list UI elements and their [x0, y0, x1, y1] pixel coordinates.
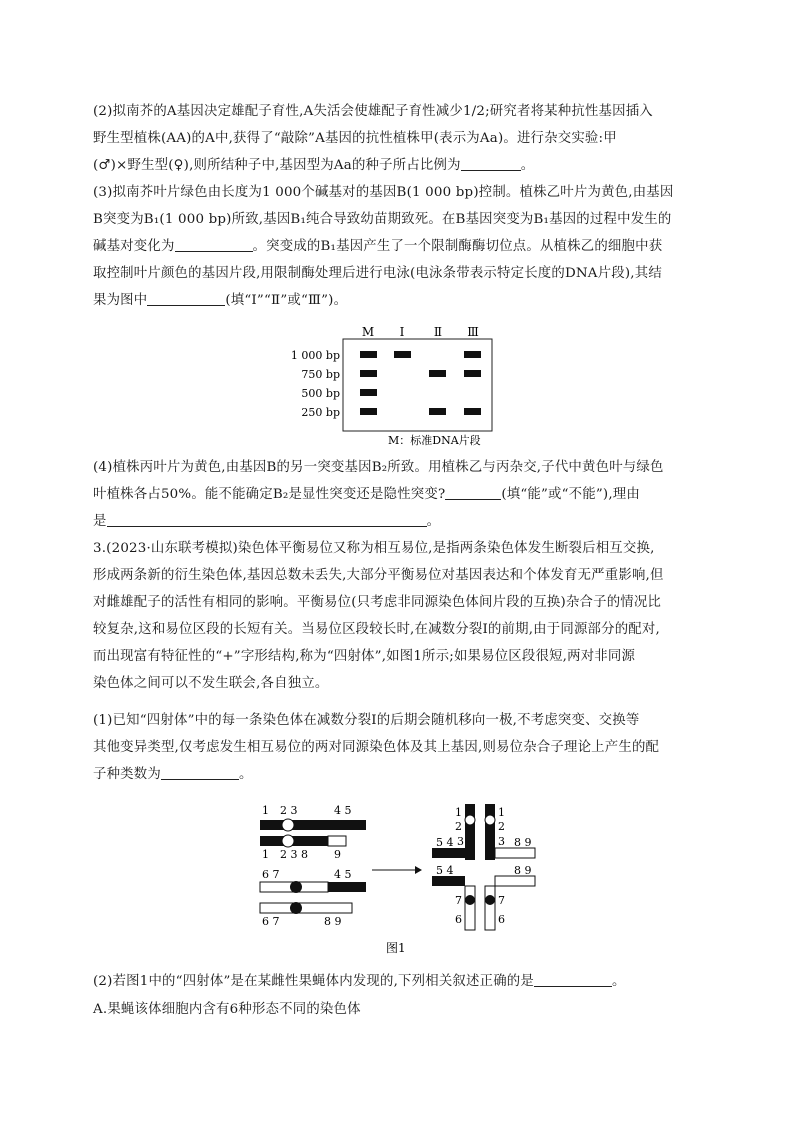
- band-3-250: [464, 408, 481, 415]
- answer-blank[interactable]: [161, 765, 239, 780]
- text-line: [93, 237, 662, 257]
- chrom2-label-238: 2 3 8: [280, 848, 308, 861]
- line-text: 3.(2023·山东联考模拟)染色体平衡易位又称为相互易位,是指两条染色体发生断裂后相互交换,: [93, 541, 655, 556]
- text-line: [93, 620, 660, 640]
- quad-centromere-2: [485, 815, 495, 825]
- answer-blank[interactable]: [534, 972, 612, 987]
- chrom3-label-67: 6 7: [262, 868, 280, 881]
- line-text: (3)拟南芥叶片绿色由长度为1 000个碱基对的基因B(1 000 bp)控制。植株乙叶片为黄色,由基因: [93, 185, 674, 200]
- line-text-after: 。: [611, 974, 626, 989]
- text-line: [93, 485, 640, 505]
- quad-label-3b: 3: [498, 835, 505, 848]
- text-line: [93, 183, 673, 203]
- quad-vert-left-top: [465, 804, 475, 860]
- text-line: [93, 156, 534, 176]
- quad-label-3: 3: [457, 835, 464, 848]
- chrom3-label-45: 4 5: [334, 868, 352, 881]
- text-line: [93, 674, 329, 694]
- text-line: [93, 102, 653, 122]
- line-text-after: 。: [238, 767, 253, 782]
- quad-centromere-3: [465, 895, 475, 905]
- band-3-750: [464, 370, 481, 377]
- figure-1: [250, 800, 550, 969]
- answer-blank[interactable]: [147, 291, 225, 306]
- quad-horiz-left-bottom: [432, 876, 465, 886]
- quad-vert-right-top: [485, 804, 495, 860]
- chrom2-label-9: 9: [334, 848, 341, 861]
- quad-label-6: 6: [455, 913, 462, 926]
- line-text: 叶植株各占50%。能不能确定B₂是显性突变还是隐性突变?: [93, 487, 446, 502]
- quad-label-1: 1: [455, 806, 462, 819]
- line-text-after: (填“能”或“不能”),理由: [501, 487, 640, 502]
- line-text: (4)植株丙叶片为黄色,由基因B的另一突变基因B₂所致。用植株乙与丙杂交,子代中黄色叶与绿色: [93, 460, 664, 475]
- lane-label-2: Ⅱ: [433, 325, 443, 339]
- text-line: [93, 264, 662, 284]
- line-text: 染色体之间可以不发生联会,各自独立。: [93, 676, 329, 691]
- line-text: 而出现富有特征性的“+”字形结构,称为“四射体”,如图1所示;如果易位区段很短,两对非同源: [93, 649, 636, 664]
- chrom4-label-89: 8 9: [324, 915, 342, 928]
- size-label-1000: 1 000 bp: [290, 349, 340, 362]
- chrom4-label-67: 6 7: [262, 915, 280, 928]
- chrom4-centromere: [290, 902, 302, 914]
- text-line: [93, 458, 664, 478]
- figure-1-caption: 图1: [386, 941, 406, 955]
- chrom3-centromere: [290, 881, 302, 893]
- answer-blank[interactable]: [461, 156, 521, 171]
- line-text: 较复杂,这和易位区段的长短有关。当易位区段较长时,在减数分裂Ⅰ的前期,由于同源部分的配对,: [93, 622, 660, 637]
- band-1-1000: [394, 351, 411, 358]
- quad-label-89b: 8 9: [514, 864, 532, 877]
- text-line: [93, 210, 671, 230]
- quad-horiz-right-bottom: [495, 876, 535, 886]
- figure-1-svg: [250, 800, 550, 965]
- gel-caption: M：标准DNA片段: [388, 434, 481, 447]
- text-line: [93, 738, 659, 758]
- quad-label-2b: 2: [498, 820, 505, 833]
- quad-label-7: 7: [455, 894, 462, 907]
- size-label-750: 750 bp: [301, 368, 340, 381]
- line-text: 果为图中: [93, 293, 148, 308]
- line-text-after: 。: [426, 514, 441, 529]
- quad-label-1b: 1: [498, 806, 505, 819]
- quad-horiz-left-top: [432, 848, 465, 858]
- lane-label-3: Ⅲ: [467, 325, 479, 339]
- line-text: 野生型植株(AA)的A中,获得了“敲除”A基因的抗性植株甲(表示为Aa)。进行杂交实验:甲: [93, 131, 617, 146]
- answer-blank[interactable]: [175, 237, 253, 252]
- text-line: [93, 291, 347, 311]
- line-text: 是: [93, 514, 107, 529]
- band-3-1000: [464, 351, 481, 358]
- line-text: 其他变异类型,仅考虑发生相互易位的两对同源染色体及其上基因,则易位杂合子理论上产生的配: [93, 740, 660, 755]
- text-line: [93, 566, 664, 586]
- line-text-after: (填“Ⅰ”“Ⅱ”或“Ⅲ”)。: [225, 293, 348, 308]
- lane-label-m: M: [361, 325, 375, 339]
- line-text: (♂)×野生型(♀),则所结种子中,基因型为Aa的种子所占比例为: [93, 158, 461, 173]
- band-m-750: [360, 370, 377, 377]
- quad-vert-right-bottom: [485, 886, 495, 930]
- text-line: [93, 512, 440, 532]
- quad-label-89: 8 9: [514, 836, 532, 849]
- quad-label-7b: 7: [498, 894, 505, 907]
- text-line: [93, 711, 639, 731]
- line-text: 碱基对变化为: [93, 239, 175, 254]
- arrow-head: [415, 866, 422, 874]
- line-text: 形成两条新的衍生染色体,基因总数未丢失,大部分平衡易位对基因表达和个体发育无严重影响,但: [93, 568, 664, 583]
- band-2-250: [429, 408, 446, 415]
- chrom1-label-23: 2 3: [280, 804, 298, 817]
- band-m-500: [360, 389, 377, 396]
- quad-centromere-4: [485, 895, 495, 905]
- quad-label-6b: 6: [498, 913, 505, 926]
- band-2-750: [429, 370, 446, 377]
- line-text: 对雌雄配子的活性有相同的影响。平衡易位(只考虑非同源染色体间片段的互换)杂合子的情况比: [93, 595, 662, 610]
- quad-horiz-right-top: [495, 848, 535, 858]
- lane-label-1: Ⅰ: [399, 325, 405, 339]
- gel-svg: [290, 325, 505, 447]
- line-text-after: 。突变成的B₁基因产生了一个限制酶酶切位点。从植株乙的细胞中获: [252, 239, 663, 254]
- chrom2-centromere: [282, 835, 294, 847]
- band-m-1000: [360, 351, 377, 358]
- chrom2-white: [328, 836, 346, 846]
- band-m-250: [360, 408, 377, 415]
- quad-vert-left-bottom: [465, 886, 475, 930]
- chrom2-label-1: 1: [262, 848, 269, 861]
- line-text: 子种类数为: [93, 767, 161, 782]
- chrom3-black: [328, 882, 366, 892]
- text-line: [93, 765, 253, 785]
- line-text: (1)已知“四射体”中的每一条染色体在减数分裂Ⅰ的后期会随机移向一极,不考虑突变、交换等: [93, 713, 640, 728]
- electrophoresis-figure: [290, 325, 505, 451]
- quad-centromere-1: [465, 815, 475, 825]
- quad-label-54: 5 4: [436, 836, 454, 849]
- line-text: B突变为B₁(1 000 bp)所致,基因B₁纯合导致幼苗期致死。在B基因突变为B₁基因的过程中发生的: [93, 212, 672, 227]
- text-line: [93, 593, 661, 613]
- text-line: [93, 539, 655, 559]
- line-text: 取控制叶片颜色的基因片段,用限制酶处理后进行电泳(电泳条带表示特定长度的DNA片段),其结: [93, 266, 662, 281]
- chrom1: [260, 820, 366, 830]
- quad-label-2: 2: [455, 820, 462, 833]
- size-label-250: 250 bp: [301, 406, 340, 419]
- answer-blank[interactable]: [107, 512, 427, 527]
- text-line: [93, 972, 626, 992]
- line-text-after: 。: [520, 158, 535, 173]
- quad-label-54b: 5 4: [436, 864, 454, 877]
- chrom1-centromere: [282, 819, 294, 831]
- line-text: A.果蝇该体细胞内含有6种形态不同的染色体: [93, 1002, 361, 1017]
- line-text: (2)若图1中的“四射体”是在某雌性果蝇体内发现的,下列相关叙述正确的是: [93, 974, 534, 989]
- answer-blank[interactable]: [445, 485, 501, 500]
- line-text: (2)拟南芥的A基因决定雄配子育性,A失活会使雄配子育性减少1/2;研究者将某种抗性基因插入: [93, 104, 653, 119]
- chrom4: [260, 903, 352, 913]
- text-line: [93, 647, 635, 667]
- chrom1-label-45: 4 5: [334, 804, 352, 817]
- text-line: [93, 1000, 361, 1020]
- text-line: [93, 129, 617, 149]
- size-label-500: 500 bp: [301, 387, 340, 400]
- chrom1-label-1: 1: [262, 804, 269, 817]
